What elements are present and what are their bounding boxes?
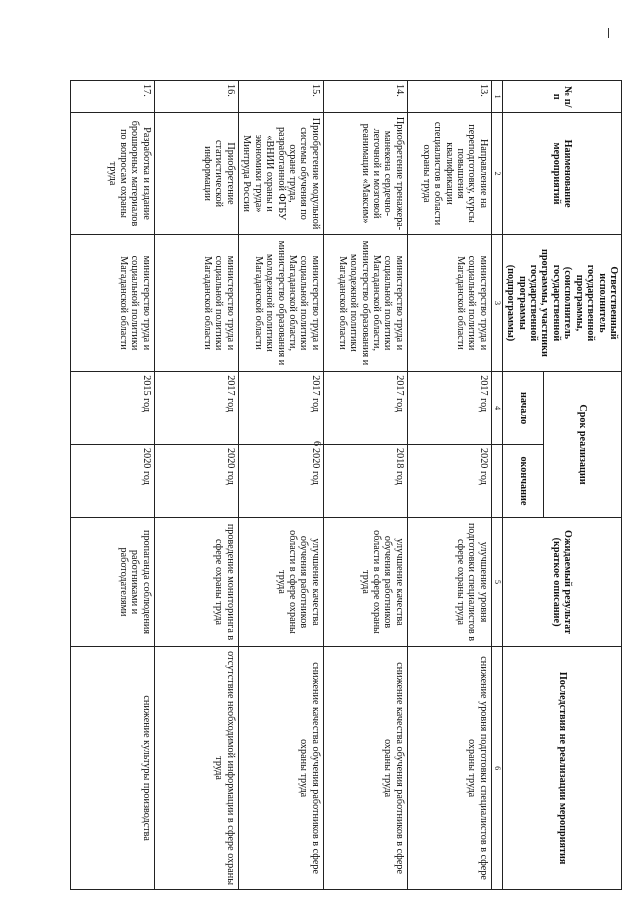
row-result: проведение мониторинга в сфере охраны труда xyxy=(154,517,238,646)
row-executor: министерство труда и социальной политики Магаданской области xyxy=(407,234,491,372)
row-start: 2017 год xyxy=(238,372,323,445)
row-num: 15. xyxy=(238,81,323,113)
row-start: 2015 год xyxy=(70,372,154,445)
row-result: пропаганда соблюдения работниками и работодателями xyxy=(70,517,154,646)
row-result: улучшение качества обучения работников области в сфере охраны труда xyxy=(323,517,407,646)
column-number xyxy=(491,445,502,518)
measures-table xyxy=(70,80,622,890)
row-consequences: отсутствие необходимой информации в сфере охраны труда xyxy=(154,647,238,890)
row-end: 2020 год xyxy=(154,445,238,518)
table-row xyxy=(70,81,154,890)
measures-table-frame xyxy=(90,80,622,890)
row-consequences: снижение уровня подготовки специалистов в сфере охраны труда xyxy=(407,647,491,890)
header-consequences: Последствия не реализации мероприятия xyxy=(502,647,621,890)
row-start: 2017 год xyxy=(323,372,407,445)
header-end: окончание xyxy=(502,445,543,518)
header-row xyxy=(544,81,622,890)
row-name: Приобретение модульной системы обучения по охране труда, разработанной ФГБУ «ВНИИ охраны и экономики труда» Минтруда России xyxy=(238,113,323,234)
header-start: начало xyxy=(502,372,543,445)
row-executor: министерство труда и социальной политики Магаданской области, министерство образования и молодежной политики Магаданской области xyxy=(238,234,323,372)
row-consequences: снижение культуры производства xyxy=(70,647,154,890)
row-result: улучшение качества обучения работников области в сфере охраны труда xyxy=(238,517,323,646)
table-row xyxy=(154,81,238,890)
column-number: 4 xyxy=(491,372,502,445)
table-row xyxy=(323,81,407,890)
row-end: 2018 год xyxy=(323,445,407,518)
row-name: Направление на переподготовку, курсы повышения квалификации специалистов в области охраны труда xyxy=(407,113,491,234)
row-num: 13. xyxy=(407,81,491,113)
table-row xyxy=(238,81,323,890)
column-number: 1 xyxy=(491,81,502,113)
row-num: 16. xyxy=(154,81,238,113)
header-result: Ожидаемый результат (краткое описание) xyxy=(502,517,621,646)
column-number-row xyxy=(491,81,502,890)
row-start: 2017 год xyxy=(154,372,238,445)
row-consequences: снижение качества обучения работников в сфере охраны труда xyxy=(238,647,323,890)
row-executor: министерство труда и социальной политики Магаданской области xyxy=(154,234,238,372)
page-number: 6 xyxy=(311,441,322,446)
row-name: Приобретение статистической информации xyxy=(154,113,238,234)
row-consequences: снижение качества обучения работников в сфере охраны труда xyxy=(323,647,407,890)
table-row xyxy=(407,81,491,890)
column-number: 5 xyxy=(491,517,502,646)
header-period: Срок реализации xyxy=(544,372,622,518)
header-name: Наименование мероприятий xyxy=(502,113,621,234)
row-name: Приобретение тренажера-манекена сердечно-легочной и мозговой реанимации «Максим» xyxy=(323,113,407,234)
row-end: 2020 год xyxy=(407,445,491,518)
column-number: 3 xyxy=(491,234,502,372)
row-end: 2020 год xyxy=(238,445,323,518)
row-executor: министерство труда и социальной политики Магаданской области, министерство образования и молодежной политики Магаданской области xyxy=(323,234,407,372)
column-number: 2 xyxy=(491,113,502,234)
header-num: № п/п xyxy=(502,81,621,113)
row-end: 2020 год xyxy=(70,445,154,518)
row-num: 17. xyxy=(70,81,154,113)
row-result: улучшение уровня подготовки специалистов в сфере охраны труда xyxy=(407,517,491,646)
row-num: 14. xyxy=(323,81,407,113)
scan-edge-mark xyxy=(608,28,609,38)
row-start: 2017 год xyxy=(407,372,491,445)
column-number: 6 xyxy=(491,647,502,890)
header-executor: Ответственный исполнитель государственной программы, (соисполнитель государственной программы, участники государственной программы (подпрограммы) xyxy=(502,234,621,372)
row-name: Разработка и издание брошюрных материалов по вопросам охраны труда xyxy=(70,113,154,234)
row-executor: министерство труда и социальной политики Магаданской области xyxy=(70,234,154,372)
